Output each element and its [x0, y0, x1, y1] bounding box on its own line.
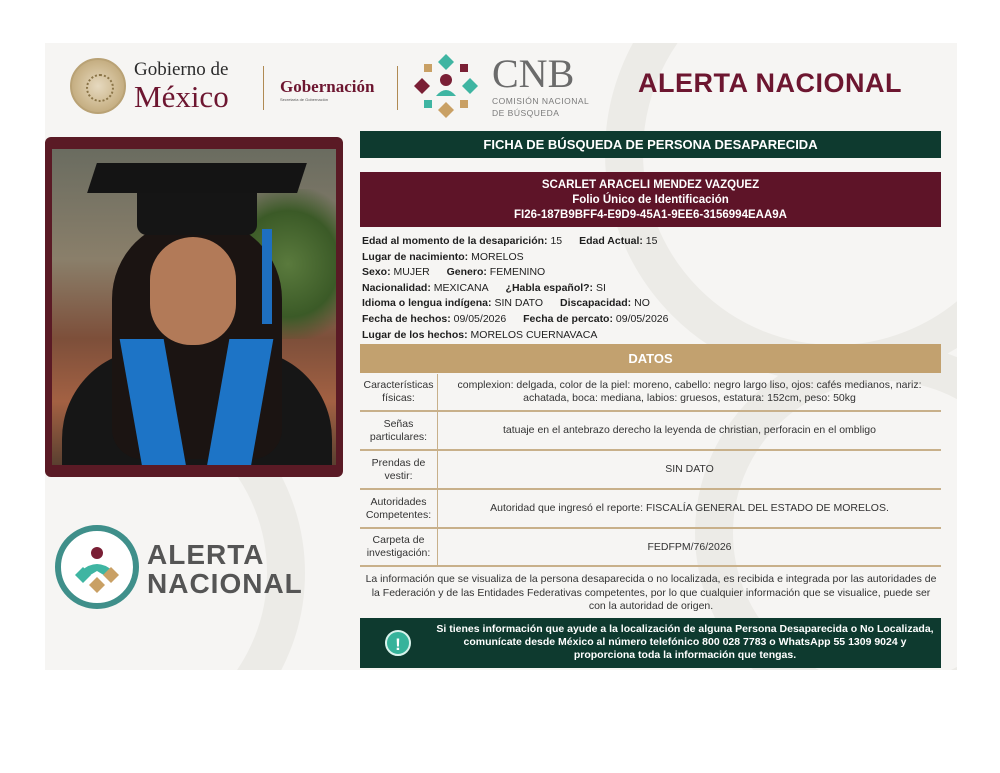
label-habla-espanol: ¿Habla español?:: [505, 281, 594, 294]
ficha-title-bar: FICHA DE BÚSQUEDA DE PERSONA DESAPARECIDA: [360, 131, 941, 158]
label-nacionalidad: Nacionalidad:: [362, 281, 431, 294]
person-name-bar: [360, 172, 941, 227]
cnb-text: CNB: [492, 51, 575, 96]
value-lugar-hechos: MORELOS CUERNAVACA: [470, 328, 598, 341]
label-genero: Genero:: [446, 266, 487, 279]
row-value: FEDFPM/76/2026: [647, 540, 732, 553]
divider: [397, 66, 398, 110]
info-row: [362, 281, 942, 297]
row-value: Autoridad que ingresó el reporte: FISCALÍA GENERAL DEL ESTADO DE MORELOS.: [490, 502, 889, 514]
divider: [263, 66, 264, 110]
contact-message: Si tienes información que ayude a la localización de alguna Persona Desaparecida o No Localizada, comunícate desde México al número telefónico 800 028 7783 o WhatsApp 55 1309 9024 y proporciona toda la información que tengas.: [436, 623, 934, 661]
datos-header: DATOS: [360, 344, 941, 373]
cnb-logo: [492, 51, 590, 118]
info-row: [362, 234, 942, 250]
value-edad-desaparicion: 15: [550, 235, 563, 247]
cnb-subtext-1: COMISIÓN NACIONAL: [492, 96, 590, 106]
alerta-nacional-emblem-icon: [55, 525, 139, 609]
row-label: Señas particulares:: [360, 412, 438, 449]
alerta-logo-line2: NACIONAL: [147, 568, 303, 599]
row-value: tatuaje en el antebrazo derecho la leyenda de christian, perforacin en el ombligo: [503, 424, 876, 436]
value-nacionalidad: MEXICANA: [433, 281, 489, 294]
row-value: complexion: delgada, color de la piel: moreno, cabello: negro largo liso, ojos: cafés medianos, nariz: achatada, boca: mediana, labios: gruesos, estatura: 152cm, peso: 50kg: [457, 379, 922, 404]
label-edad-desaparicion: Edad al momento de la desaparición:: [362, 235, 548, 247]
label-discapacidad: Discapacidad:: [559, 297, 632, 310]
label-idioma: Idioma o lengua indígena:: [362, 297, 492, 310]
folio-label: Folio Único de Identificación: [572, 194, 729, 206]
value-idioma: SIN DATO: [494, 297, 544, 310]
row-label: Características físicas:: [360, 374, 438, 410]
info-row: [362, 265, 942, 281]
header: [70, 50, 950, 120]
row-value: SIN DATO: [665, 463, 714, 475]
folio-value: FI26-187B9BFF4-E9D9-45A1-9EE6-3156994EAA9A: [514, 209, 787, 221]
label-lugar-nacimiento: Lugar de nacimiento:: [362, 250, 469, 263]
table-row: [360, 412, 941, 451]
table-row: [360, 490, 941, 529]
gobierno-logo: [134, 60, 229, 112]
cnb-subtext-2: DE BÚSQUEDA: [492, 108, 560, 118]
datos-table: [360, 374, 941, 567]
national-seal-icon: [70, 58, 126, 114]
cnb-emblem-icon: [410, 50, 482, 122]
info-row: [362, 296, 942, 312]
value-sexo: MUJER: [393, 266, 430, 279]
label-edad-actual: Edad Actual:: [579, 235, 643, 247]
label-fecha-percato: Fecha de percato:: [523, 312, 613, 325]
disclaimer-text: La información que se visualiza de la persona desaparecida o no localizada, es recibida e integrada por las autoridades de la Federación y de las Entidades Federativas competentes, por lo que cualquier información que se visualice, puede ser con la autoridad de origen.: [365, 573, 937, 612]
gobierno-line2: México: [134, 79, 229, 114]
missing-person-photo: [52, 149, 336, 465]
value-lugar-nacimiento: MORELOS: [471, 250, 524, 263]
table-row: [360, 451, 941, 490]
label-lugar-hechos: Lugar de los hechos:: [362, 328, 468, 341]
contact-banner: [360, 618, 941, 668]
value-habla-espanol: SI: [595, 281, 606, 294]
value-fecha-percato: 09/05/2026: [615, 312, 669, 325]
gobierno-line1: Gobierno de: [134, 59, 229, 80]
value-fecha-hechos: 09/05/2026: [453, 312, 507, 325]
table-row: [360, 529, 941, 567]
value-edad-actual: 15: [645, 235, 658, 247]
row-label: Prendas de vestir:: [360, 451, 438, 488]
gobernacion-subtext: Secretaría de Gobernación: [280, 97, 329, 102]
photo-frame: [45, 137, 343, 477]
person-name: SCARLET ARACELI MENDEZ VAZQUEZ: [541, 179, 760, 191]
label-fecha-hechos: Fecha de hechos:: [362, 312, 451, 325]
alerta-nacional-logo-text: [147, 540, 303, 598]
info-row: [362, 312, 942, 328]
alerta-nacional-title: ALERTA NACIONAL: [638, 68, 902, 98]
info-row: [362, 328, 942, 344]
alerta-logo-line1: ALERTA: [147, 539, 265, 570]
value-genero: FEMENINO: [489, 266, 546, 279]
gobernacion-logo: [280, 77, 374, 102]
label-sexo: Sexo:: [362, 266, 391, 279]
gobernacion-text: Gobernación: [280, 77, 375, 96]
alert-icon: !: [385, 630, 411, 656]
value-discapacidad: NO: [634, 297, 650, 310]
table-row: [360, 374, 941, 412]
row-label: Carpeta de investigación:: [360, 529, 438, 565]
info-row: [362, 250, 942, 266]
person-info: [362, 234, 942, 343]
row-label: Autoridades Competentes:: [360, 490, 438, 527]
